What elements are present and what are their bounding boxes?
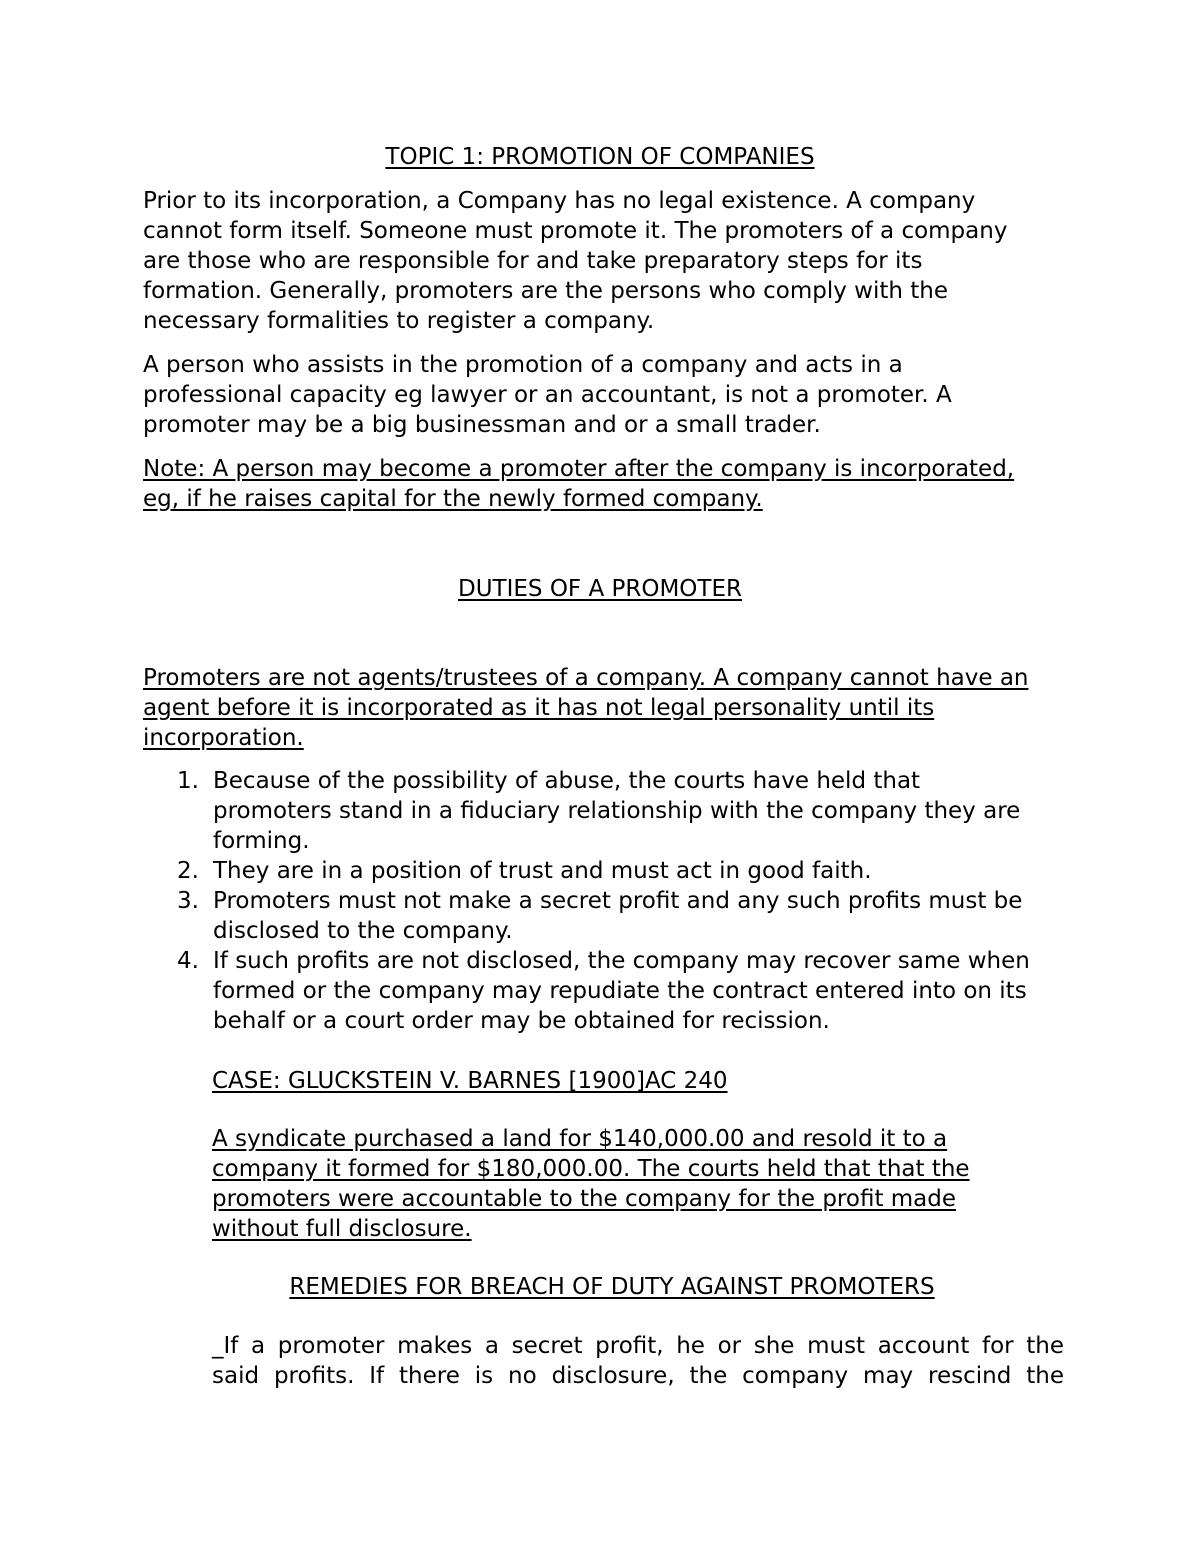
case-body [212, 1124, 1064, 1244]
intro-paragraph-2 [143, 350, 1063, 440]
text-line: Because of the possibility of abuse, the courts have held that [213, 768, 921, 794]
list-number: 3. [177, 888, 199, 914]
text-line: formation. Generally, promoters are the persons who comply with the [143, 278, 949, 304]
text-line: said profits. If there is no disclosure, the company may rescind the [212, 1363, 1064, 1389]
list-item [143, 886, 1063, 946]
case-title: CASE: GLUCKSTEIN V. BARNES [1900]AC 240 [212, 1068, 728, 1094]
text-line: promoters were accountable to the company for the profit made [212, 1186, 957, 1212]
list-item [143, 946, 1063, 1036]
remedies-heading: REMEDIES FOR BREACH OF DUTY AGAINST PROMOTERS [289, 1274, 935, 1300]
list-item [143, 856, 1063, 886]
text-line: promoters stand in a fiduciary relationship with the company they are [213, 798, 1021, 824]
text-line: cannot form itself. Someone must promote it. The promoters of a company [143, 218, 1008, 244]
remedies-body [212, 1331, 1064, 1391]
text-line: disclosed to the company. [213, 918, 513, 944]
text-line: necessary formalities to register a company. [143, 308, 655, 334]
text-line: promoter may be a big businessman and or a small trader. [143, 412, 821, 438]
duties-heading: DUTIES OF A PROMOTER [458, 576, 742, 602]
list-item [143, 766, 1063, 856]
list-number: 1. [177, 768, 199, 794]
list-number: 2. [177, 858, 199, 884]
text-line: Prior to its incorporation, a Company has no legal existence. A company [143, 188, 976, 214]
text-line: formed or the company may repudiate the contract entered into on its [213, 978, 1027, 1004]
intro-paragraph-1 [143, 186, 1063, 336]
text-line: _If a promoter makes a secret profit, he or she must account for the [212, 1333, 1064, 1359]
text-line: forming. [213, 828, 310, 854]
text-line: without full disclosure. [212, 1216, 472, 1242]
duties-lead [143, 663, 1063, 753]
text-line: If such profits are not disclosed, the company may recover same when [213, 948, 1030, 974]
text-line: Promoters are not agents/trustees of a company. A company cannot have an [143, 665, 1029, 691]
text-line: A person who assists in the promotion of a company and acts in a [143, 352, 903, 378]
text-line: Note: A person may become a promoter after the company is incorporated, [143, 456, 1015, 482]
text-line: eg, if he raises capital for the newly formed company. [143, 486, 763, 512]
text-line: Promoters must not make a secret profit and any such profits must be [213, 888, 1023, 914]
text-line: professional capacity eg lawyer or an accountant, is not a promoter. A [143, 382, 952, 408]
page-title: TOPIC 1: PROMOTION OF COMPANIES [385, 144, 815, 170]
text-line: company it formed for $180,000.00. The courts held that that the [212, 1156, 970, 1182]
list-number: 4. [177, 948, 199, 974]
duties-list [143, 766, 1063, 1036]
text-line: are those who are responsible for and take preparatory steps for its [143, 248, 923, 274]
text-line: They are in a position of trust and must act in good faith. [213, 858, 872, 884]
text-line: A syndicate purchased a land for $140,000.00 and resold it to a [212, 1126, 948, 1152]
text-line: behalf or a court order may be obtained for recission. [213, 1008, 830, 1034]
text-line: incorporation. [143, 725, 304, 751]
intro-note [143, 454, 1063, 514]
text-line: agent before it is incorporated as it has not legal personality until its [143, 695, 935, 721]
